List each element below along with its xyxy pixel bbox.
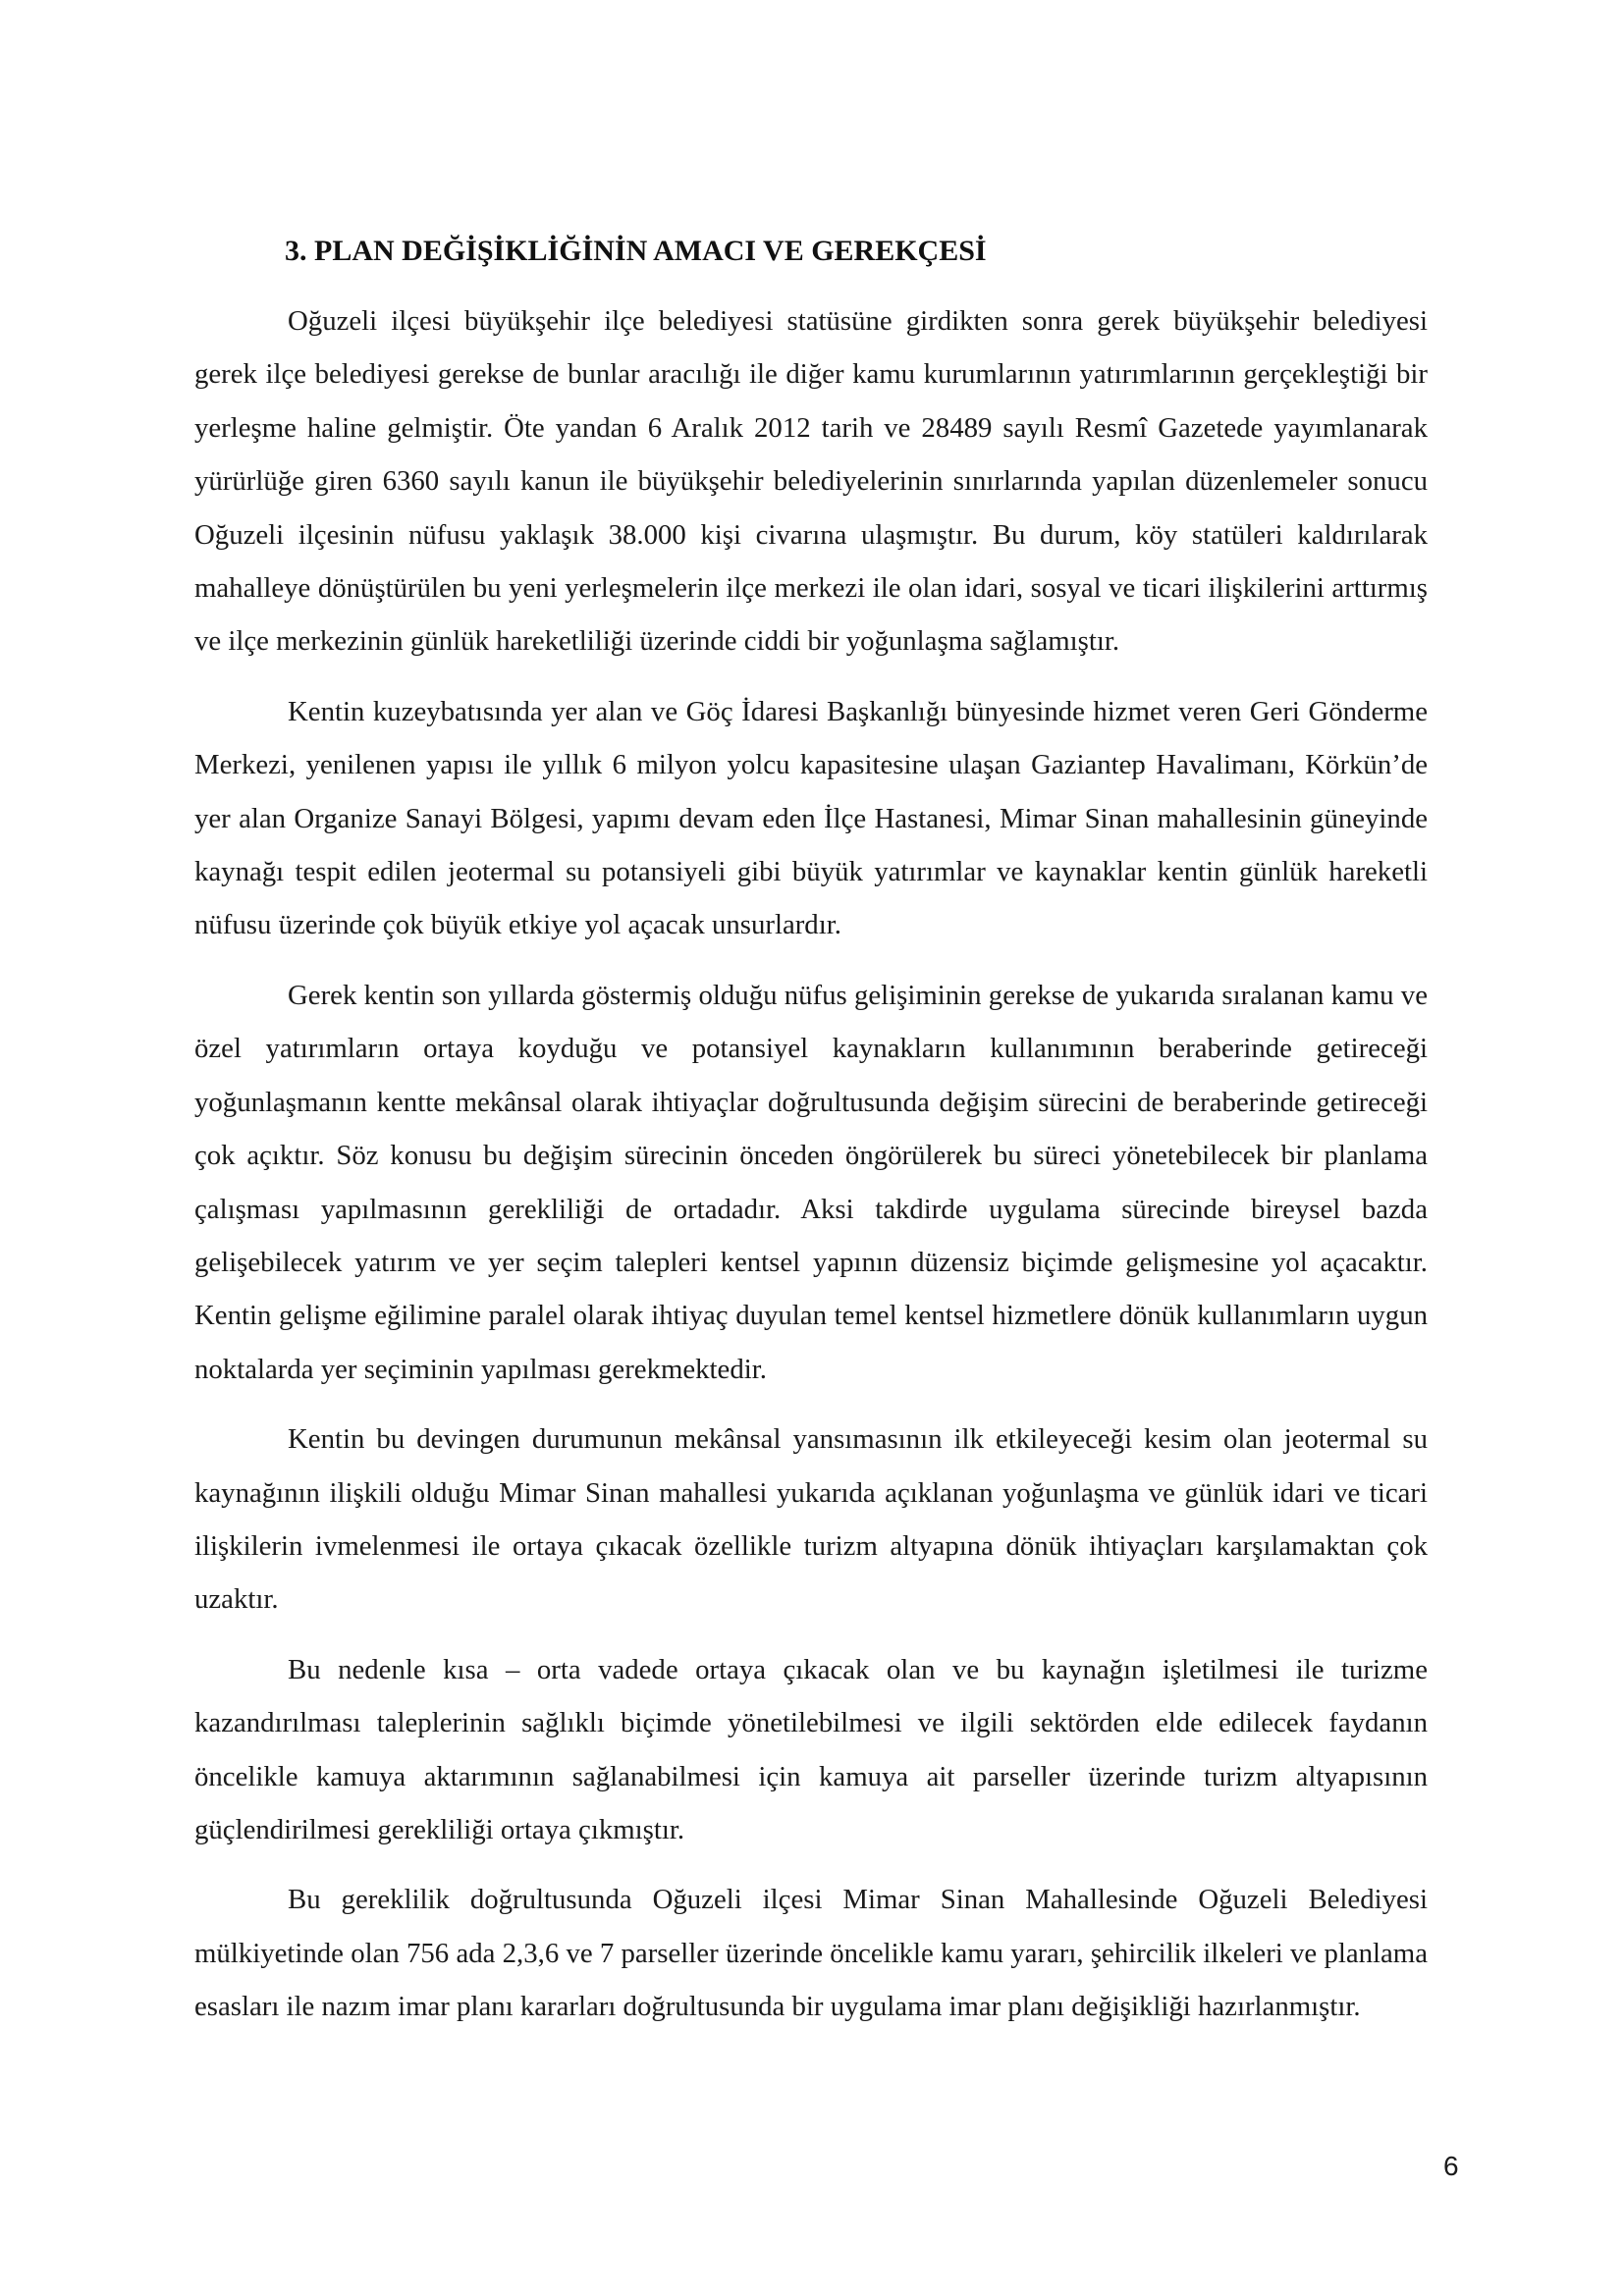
paragraph-3: Gerek kentin son yıllarda göstermiş olduğu nüfus gelişiminin gerekse de yukarıda sıralanan kamu ve özel yatırımların ortaya koyduğu ve potansiyel kaynakların kullanımının beraberinde getireceği yoğunlaşmanın kentte mekânsal olarak ihtiyaçlar doğrultusunda değişim sürecini de beraberinde getireceği çok açıktır. Söz konusu bu değişim sürecinin önceden öngörülerek bu süreci yönetebilecek bir planlama çalışması yapılmasının gerekliliği de ortadadır. Aksi takdirde uygulama sürecinde bireysel bazda gelişebilecek yatırım ve yer seçim talepleri kentsel yapının düzensiz biçimde gelişmesine yol açacaktır. Kentin gelişme eğilimine paralel olarak ihtiyaç duyulan temel kentsel hizmetlere dönük kullanımların uygun noktalarda yer seçiminin yapılması gerekmektedir. — [194, 979, 1428, 1385]
paragraph-5: Bu nedenle kısa – orta vadede ortaya çıkacak olan ve bu kaynağın işletilmesi ile turizme kazandırılması taleplerinin sağlıklı biçimde yönetilebilmesi ve ilgili sektörden elde edilecek faydanın öncelikle kamuya aktarımının sağlanabilmesi için kamuya ait parseller üzerinde turizm altyapısının güçlendirilmesi gerekliliği ortaya çıkmıştır. — [194, 1653, 1428, 1845]
section-heading: 3. PLAN DEĞİŞİKLİĞİNİN AMACI VE GEREKÇESİ — [285, 235, 987, 267]
page-number: 6 — [1443, 2151, 1459, 2181]
paragraph-1: Oğuzeli ilçesi büyükşehir ilçe belediyesi statüsüne girdikten sonra gerek büyükşehir belediyesi gerek ilçe belediyesi gerekse de bunlar aracılığı ile diğer kamu kurumlarının yatırımlarının gerçekleştiği bir yerleşme haline gelmiştir. Öte yandan 6 Aralık 2012 tarih ve 28489 sayılı Resmî Gazetede yayımlanarak yürürlüğe giren 6360 sayılı kanun ile büyükşehir belediyelerinin sınırlarında yapılan düzenlemeler sonucu Oğuzeli ilçesinin nüfusu yaklaşık 38.000 kişi civarına ulaşmıştır. Bu durum, köy statüleri kaldırılarak mahalleye dönüştürülen bu yeni yerleşmelerin ilçe merkezi ile olan idari, sosyal ve ticari ilişkilerini arttırmış ve ilçe merkezinin günlük hareketliliği üzerinde ciddi bir yoğunlaşma sağlamıştır. — [194, 305, 1428, 658]
paragraph-4: Kentin bu devingen durumunun mekânsal yansımasının ilk etkileyeceği kesim olan jeotermal su kaynağının ilişkili olduğu Mimar Sinan mahallesi yukarıda açıklanan yoğunlaşma ve günlük idari ve ticari ilişkilerin ivmelenmesi ile ortaya çıkacak özellikle turizm altyapına dönük ihtiyaçları karşılamaktan çok uzaktır. — [194, 1423, 1428, 1616]
body-text — [194, 294, 1428, 2051]
paragraph-6: Bu gereklilik doğrultusunda Oğuzeli ilçesi Mimar Sinan Mahallesinde Oğuzeli Belediyesi mülkiyetinde olan 756 ada 2,3,6 ve 7 parseller üzerinde öncelikle kamu yararı, şehircilik ilkeleri ve planlama esasları ile nazım imar planı kararları doğrultusunda bir uygulama imar planı değişikliği hazırlanmıştır. — [194, 1884, 1428, 2023]
paragraph-2: Kentin kuzeybatısında yer alan ve Göç İdaresi Başkanlığı bünyesinde hizmet veren Geri Gönderme Merkezi, yenilenen yapısı ile yıllık 6 milyon yolcu kapasitesine ulaşan Gaziantep Havalimanı, Körkün’de yer alan Organize Sanayi Bölgesi, yapımı devam eden İlçe Hastanesi, Mimar Sinan mahallesinin güneyinde kaynağı tespit edilen jeotermal su potansiyeli gibi büyük yatırımlar ve kaynaklar kentin günlük hareketli nüfusu üzerinde çok büyük etkiye yol açacak unsurlardır. — [194, 695, 1428, 941]
